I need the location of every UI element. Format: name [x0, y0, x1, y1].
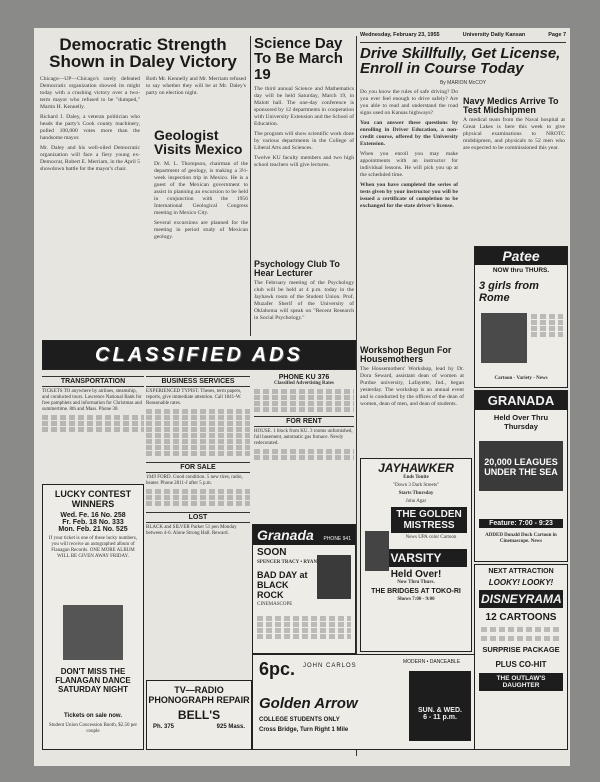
disneyrama-ad [474, 564, 568, 750]
rent-text: HOUSE. 1 block from KU. 3 rooms unfurnished, full basement, automatic gas furnace. Newly redecorated. [254, 429, 353, 446]
classified-banner [42, 340, 356, 370]
varsity-name: VARSITY [365, 549, 467, 567]
workshop-headline: Workshop Begun For Housemothers [360, 346, 452, 365]
navy-article [463, 89, 565, 213]
jayhawker-color: News UPA color Cartoon [405, 535, 457, 540]
granada-bad-day-ad [252, 524, 356, 654]
geologist-article [154, 128, 248, 358]
classified-banner-text: CLASSIFIED ADS [95, 343, 303, 366]
lucky-footer: Student Union Concession Booth, $2.50 per couple [48, 723, 138, 734]
tv-title: TV—RADIO PHONOGRAPH REPAIR [148, 685, 250, 705]
patee-name: Patee [475, 247, 567, 265]
disney-surprise: SURPRISE PACKAGE [482, 645, 560, 654]
navy-headline: Navy Medics Arrive To Test Midshipmen [463, 95, 559, 115]
varsity-film: THE BRIDGES AT TOKO-RI [371, 588, 461, 595]
psychology-body: The February meeting of the Psychology club will be held at 4 p.m. today in the Jayhawk room of the Student Union. Prof. Muzafer Sherif of the University of Oklahoma will speak on "Recent Research in Social Psychology." [254, 280, 354, 322]
granada2-name: GRANADA [475, 391, 567, 410]
college-hours: 6 - 11 p.m. [423, 714, 457, 721]
drive-body-4: When you have completed the series of tests given by your instructor you will be issued a certificate of completion to be exchanged for the state driver's license. [360, 181, 458, 209]
varsity-held: Held Over! [390, 569, 442, 580]
college-line: COLLEGE STUDENTS ONLY [259, 717, 340, 723]
psychology-article [254, 260, 354, 340]
patee-now: NOW thru THURS. [492, 267, 550, 274]
science-day-body-2: The program will show scientific work done by various departments in the College of Liberal Arts and Sciences. [254, 130, 354, 151]
granada2-held: Held Over Thru Thursday [493, 413, 549, 431]
daley-body-3: Mr. Daley and his well-oiled Democratic organization will face a fiery young ex-Democrat, Robert E. Merriam, in the April 5 showdown battle for the mayor's chair. [40, 144, 140, 172]
disney-lookie: LOOKY! LOOKY! [488, 578, 554, 587]
lucky-line-3: Mon. Feb. 21 No. 525 [58, 526, 128, 533]
geologist-body-1: Dr. M. L. Thompson, chairman of the department of geology, is making a 3½-week inspection trip in Mexico. He is a guest of the Mexican government to assist in planning an excursion to be held in conjunction with the 1956 International Geological Congress meeting in Mexico City. [154, 160, 248, 216]
patee-film: 3 girls from Rome [479, 280, 539, 304]
newspaper-page [34, 28, 570, 766]
psychology-headline: Psychology Club To Hear Lecturer [254, 260, 340, 279]
business-section [146, 374, 250, 614]
transportation-title: TRANSPORTATION [42, 376, 144, 387]
granada2-times: Feature: 7:00 - 9:23 [479, 519, 563, 528]
disney-name: DISNEYRAMA [481, 592, 562, 606]
tracy-photo [317, 555, 351, 599]
phone-title: PHONE KU 376 [278, 374, 330, 381]
rates-title: Classified Advertising Rates [274, 381, 334, 386]
rent-section [254, 374, 354, 524]
lucky-contest-ad [42, 484, 144, 750]
lucky-tickets: Tickets on sale now. [63, 713, 123, 719]
tv-name: BELL'S [177, 708, 221, 722]
golden-arrow-ad [252, 654, 478, 750]
lost-title: LOST [146, 512, 250, 523]
varsity-thru: Now Thru Thurs. [397, 580, 435, 585]
granada1-film: BAD DAY at BLACK ROCK [257, 570, 308, 600]
lucky-bottom-title: DON'T MISS THE FLANAGAN DANCE SATURDAY NIGHT [55, 667, 131, 694]
geologist-headline: Geologist Visits Mexico [154, 128, 243, 158]
header-date: Wednesday, February 23, 1955 [360, 32, 440, 38]
business-title: BUSINESS SERVICES [146, 376, 250, 387]
granada1-soon: SOON [257, 547, 287, 558]
college-schedule [409, 671, 471, 741]
granada1-phone: PHONE 941 [323, 536, 351, 542]
lucky-line-1: Wed. Fe. 16 No. 258 [60, 512, 126, 519]
sale-title: FOR SALE [146, 462, 250, 473]
jayhawker-feature: THE GOLDEN MISTRESS [391, 507, 467, 533]
business-text: EXPERIENCED TYPIST. Theses, term papers, reports, give immediate attention. Call 1841-W. Reasonable rates. [146, 389, 242, 406]
college-directions: Cross Bridge, Turn Right 1 Mile [259, 727, 349, 733]
granada1-format: CINEMASCOPE [257, 602, 293, 607]
daley-body-2: Richard J. Daley, a veteran politician who heads the party's Cook county machinery, polled 100,000 votes more than the handsome mayor. [40, 113, 140, 141]
lucky-body: If your ticket is one of these lucky numbers, you will receive an autographed album of Flanagan Records. ONE MORE ALBUM WILL BE GIVEN AWAY FRIDAY. [48, 536, 138, 559]
page-header [360, 32, 566, 43]
transportation-text: TICKETS TO anywhere by airlines, steamship, and conducted tours. Lawrence National Bank for free pamphlets and information for Christmas and summertime. 8th and Mass. Phone 30. [42, 389, 142, 412]
geologist-body-2: Several excursions are planned for the meeting in period study of Mexican geology. [154, 219, 248, 240]
rent-title: FOR RENT [254, 416, 354, 427]
daley-body-1: Chicago—UP—Chicago's rarely defeated Democratic organization showed its might today with a crushing victory over a two-term mayor who refused to be "dumped," Martin H. Kennelly. [40, 75, 140, 110]
science-day-headline: Science Day To Be March 19 [254, 36, 343, 83]
granada2-film: 20,000 LEAGUES UNDER THE SEA [484, 457, 558, 477]
jayhawker-varsity-ad [360, 458, 472, 652]
workshop-body: The Housemothers' Workshop, lead by Dr. Dora Seward, assistant dean of women at Purdue university, Lafayette, Ind., began yesterday. The workshop is an annual event and is conducted by the offices of the dean of women, dean of men, and dean of students. [360, 366, 464, 408]
college-title: Golden Arrow [259, 695, 358, 712]
patee-footer: Cartoon - Variety - News [494, 376, 548, 381]
jayhawker-line-2: "Down 3 Dark Streets" [392, 483, 440, 488]
varsity-shows: Shows 7:00 - 9:00 [397, 597, 435, 602]
lost-text: BLACK and SILVER Parker 51 pen Monday between 4-6. Alone Strong Hall. Reward. [146, 525, 237, 536]
granada1-name: Granada [257, 527, 314, 543]
daley-body-4: Both Mr. Kennelly and Mr. Merriam refused to say whether they will be at Mr. Daley's party on election night. [146, 75, 246, 96]
disney-next: NEXT ATTRACTION [488, 568, 554, 575]
jayhawker-line-1: Ends Tonite [403, 475, 429, 480]
granada1-stars: SPENCER TRACY • RYAN [257, 560, 318, 565]
disney-cohit: THE OUTLAW'S DAUGHTER [479, 673, 563, 691]
header-paper: University Daily Kansan [462, 32, 526, 38]
tv-radio-ad [146, 680, 252, 750]
college-price: 6pc. [259, 659, 296, 679]
transportation-section [42, 374, 144, 494]
jayhawker-line-4: John Agar [405, 499, 427, 504]
flanagan-photo [63, 605, 123, 660]
drive-byline: By MARION McCOY [439, 79, 487, 86]
patee-photo [481, 313, 527, 363]
college-days: SUN. & WED. [418, 707, 462, 714]
drive-body-3: When you enroll you may make appointments with an instructor for individual lessons. He will pick you up at the scheduled time. [360, 150, 458, 178]
lucky-line-2: Fr. Feb. 18 No. 333 [62, 519, 124, 526]
drive-body-1: Do you know the rules of safe driving? Do you ever feel enough to drive safely? Are you able to read and understand the road signs used on Kansas highways? [360, 88, 458, 116]
mistress-illustration [365, 531, 389, 571]
college-modern: MODERN • DANCEABLE [403, 659, 461, 665]
lucky-title: LUCKY CONTEST WINNERS [54, 489, 132, 509]
disney-cartoons: 12 CARTOONS [485, 612, 557, 623]
science-day-article [254, 36, 354, 256]
drive-body-2: You can answer these questions by enrolling in Driver Education, a non-credit course, offered by the University Extension. [360, 119, 458, 147]
science-day-body-1: The third annual Science and Mathematics day will be held Saturday, March 19, in Malott hall. The one-day conference is sponsored by 12 departments in cooperation with University Extension and the School of Education. [254, 85, 354, 127]
tv-phone: Ph. 375 [153, 724, 175, 730]
daley-headline: Democratic Strength Shown in Daley Victory [49, 36, 237, 72]
sale-text: 1949 FORD. Good condition. 5 new tires, radio, heater. Phone 2811-J after 5 p.m. [146, 475, 243, 486]
tv-address: 925 Mass. [216, 724, 245, 730]
header-page: Page 7 [548, 32, 566, 38]
science-day-body-3: Twelve KU faculty members and two high school teachers will give lectures. [254, 154, 354, 168]
patee-ad [474, 246, 568, 388]
disney-plus: PLUS CO-HIT [495, 660, 547, 669]
workshop-article [360, 346, 464, 456]
navy-body: A medical team from the Naval hospital at Great Lakes is here this week to give physical examinations to NROTC midshipmen, and physicals to 52 men who are expected to be commissioned this year. [463, 116, 565, 151]
granada-leagues-ad [474, 390, 568, 562]
college-band: JOHN CARLOS [303, 663, 357, 669]
jayhawker-line-3: Starts Thursday [398, 491, 434, 496]
drive-headline: Drive Skillfully, Get License, Enroll in Course Today [360, 46, 561, 78]
jayhawker-name: JAYHAWKER [378, 461, 454, 475]
granada2-added: ADDED Donald Duck Cartoon in Cinemascope. News [485, 533, 557, 544]
